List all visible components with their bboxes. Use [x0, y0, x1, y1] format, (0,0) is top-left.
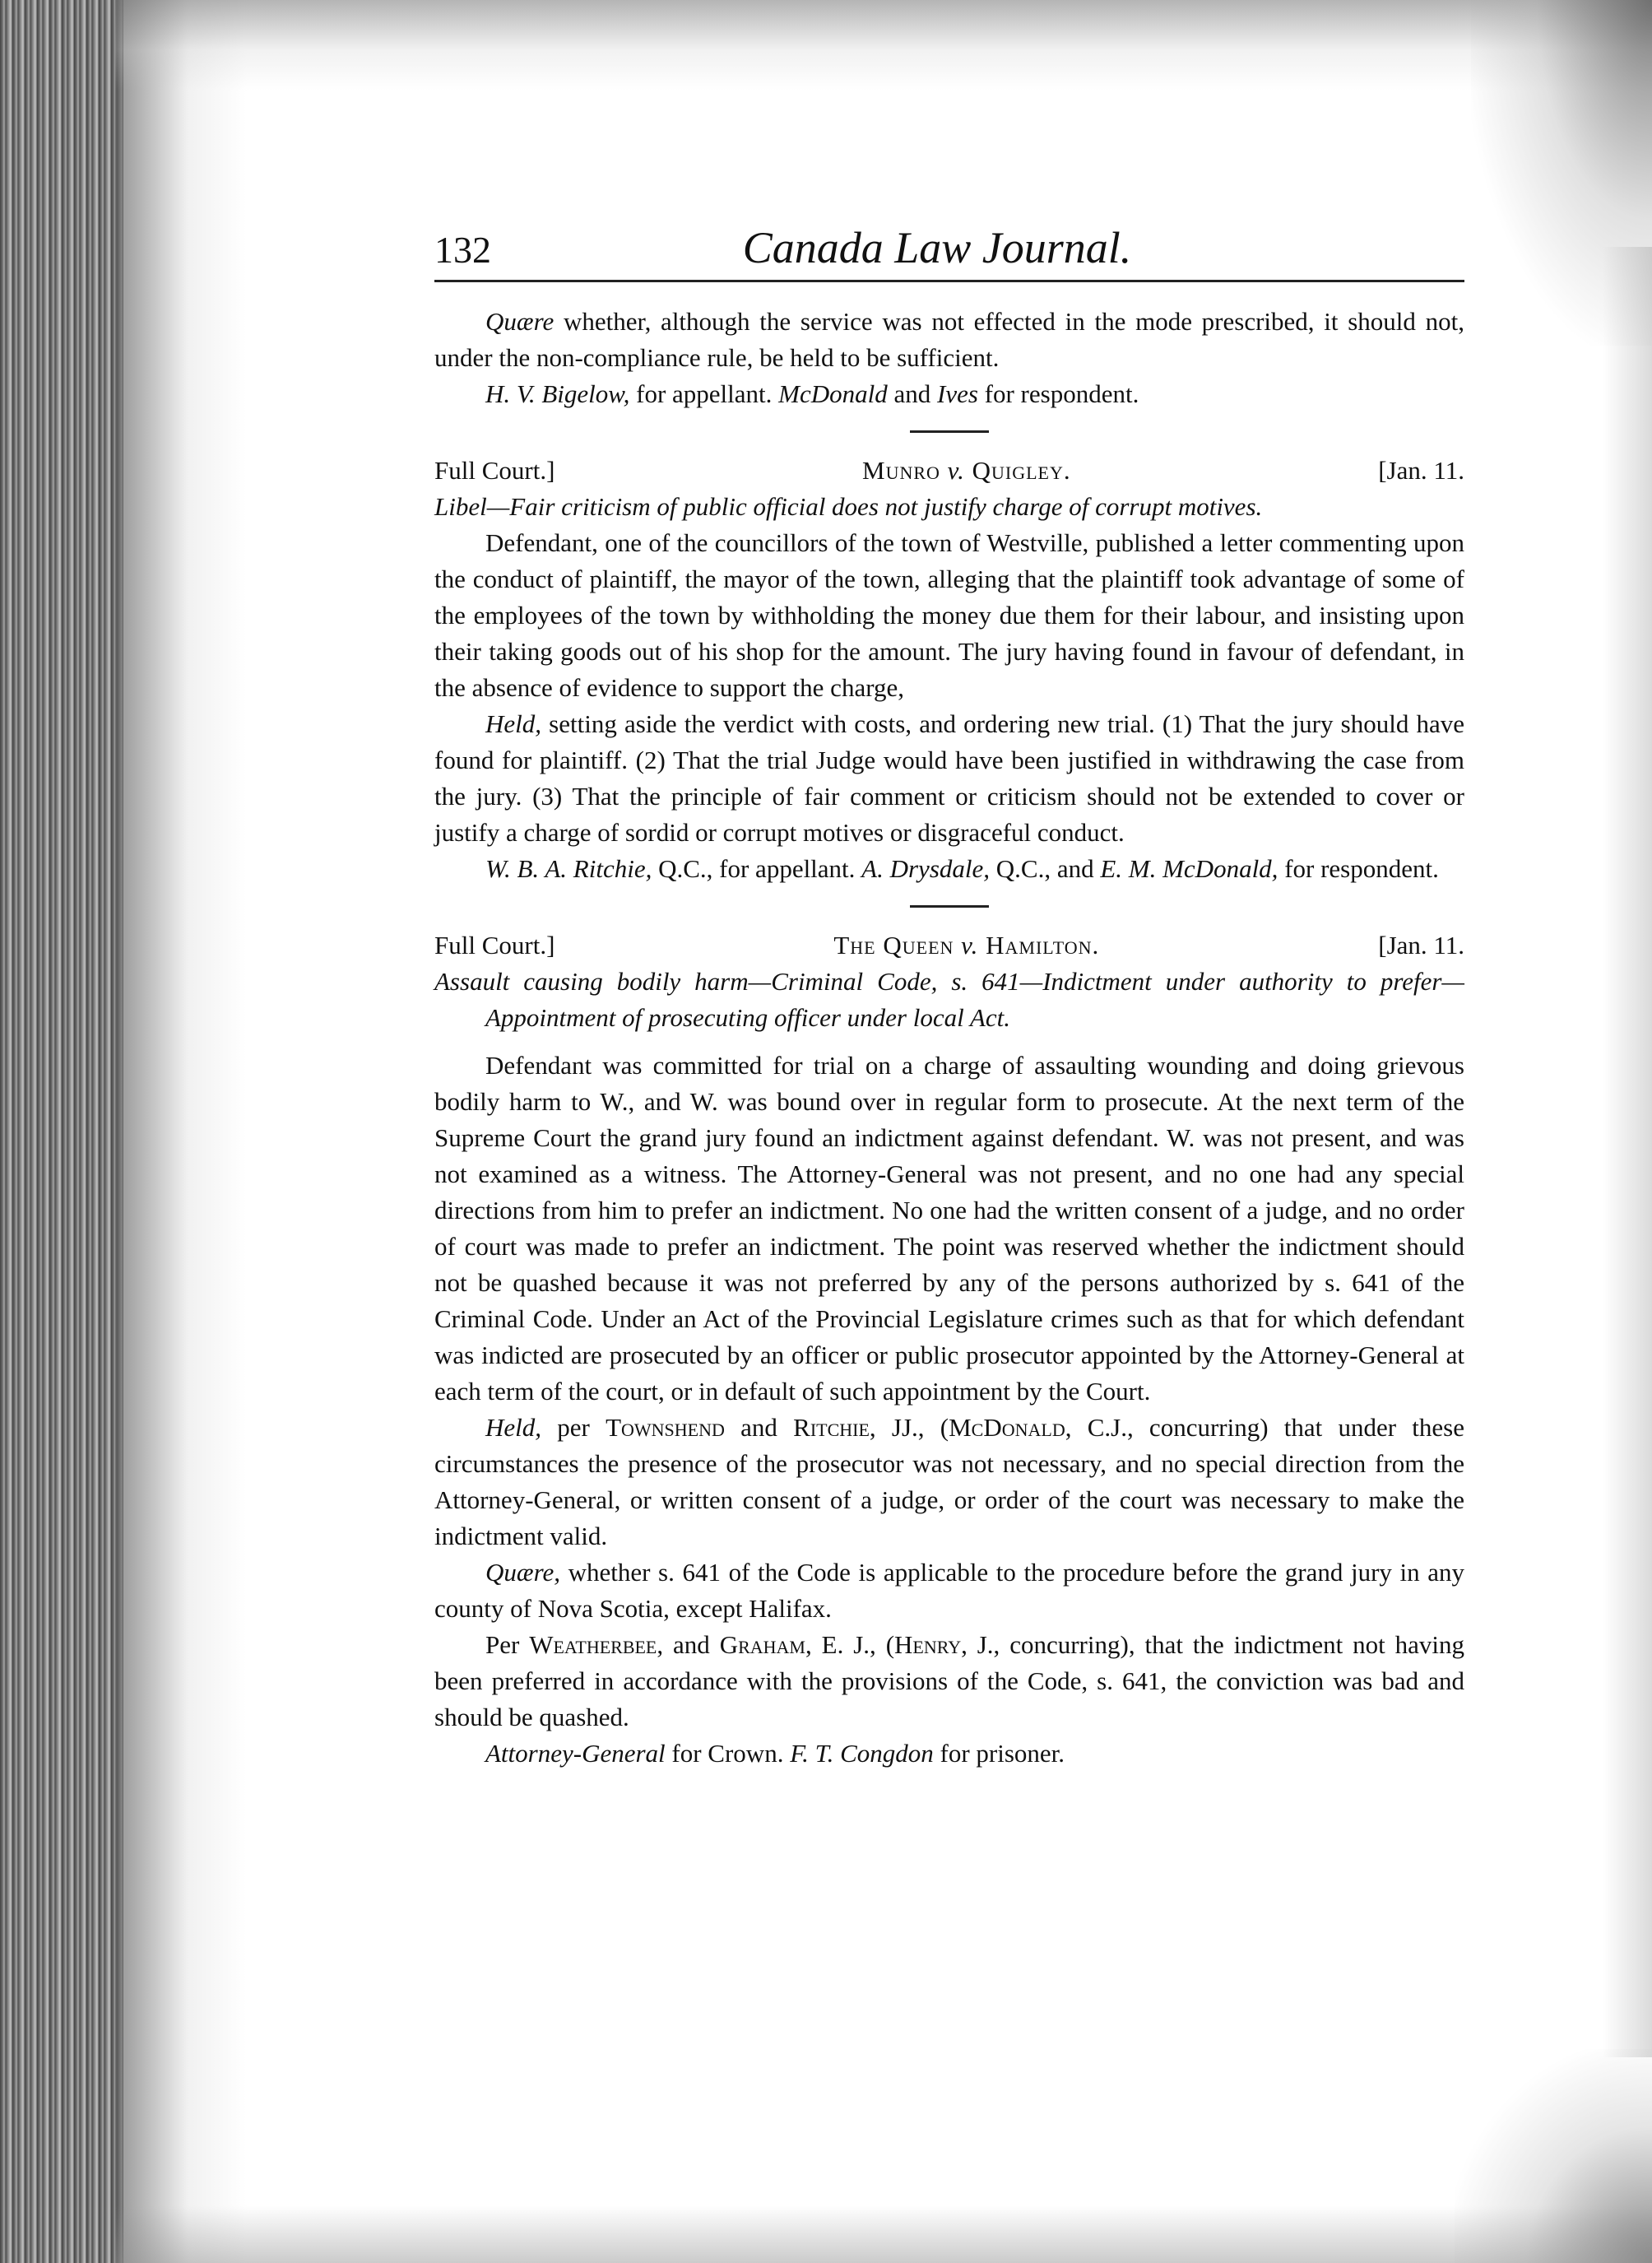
counsel-role: for prisoner. — [933, 1739, 1065, 1768]
versus: v. — [961, 931, 979, 960]
case-holding — [434, 1410, 1464, 1554]
intro-quaere-paragraph — [434, 304, 1464, 376]
counsel-role: for appellant. — [629, 379, 779, 408]
judge-name: Ritchie — [793, 1413, 870, 1442]
counsel-name: Ives — [937, 379, 978, 408]
counsel-name: W. B. A. Ritchie, — [485, 854, 652, 883]
counsel-role: Q.C., and — [990, 854, 1101, 883]
page-binding-shadow — [0, 0, 123, 2263]
judge-name: Henry — [894, 1630, 962, 1659]
page-number: 132 — [434, 229, 491, 271]
case-title — [862, 453, 1071, 489]
judge-name: McDonald — [949, 1413, 1065, 1442]
intro-counsel-line — [434, 376, 1464, 412]
bottom-page-edge — [115, 2205, 1652, 2263]
per-text: , E. J., ( — [805, 1630, 895, 1659]
document-page — [434, 222, 1464, 1772]
counsel-role: for respondent. — [1278, 854, 1439, 883]
case-counsel — [434, 851, 1464, 887]
binding-fade — [115, 0, 247, 2263]
per-text: , and — [657, 1630, 720, 1659]
counsel-name: Attorney-General — [485, 1739, 666, 1768]
journal-title: Canada Law Journal. — [742, 223, 1132, 272]
counsel-role: Q.C., for appellant. — [652, 854, 862, 883]
case-counsel — [434, 1736, 1464, 1772]
court-name: Full Court.] — [434, 931, 555, 960]
judge-name: Townshend — [606, 1413, 725, 1442]
court-name: Full Court.] — [434, 456, 555, 485]
section-divider — [910, 430, 989, 433]
held-text: , JJ., ( — [869, 1413, 949, 1442]
judge-name: Weatherbee — [529, 1630, 657, 1659]
case-headnote: Assault causing bodily harm—Criminal Code, s. 641—Indictment under authority to prefer—Appointment of prosecuting officer under local Act. — [434, 967, 1464, 1032]
party-defendant: Quigley. — [964, 456, 1071, 485]
judge-name: Graham — [719, 1630, 805, 1659]
top-page-edge — [115, 0, 1652, 91]
case-title — [833, 927, 1099, 964]
held-text: and — [724, 1413, 794, 1442]
case-dissent — [434, 1627, 1464, 1736]
counsel-name: H. V. Bigelow, — [485, 379, 630, 408]
case-date: [Jan. 11. — [1378, 931, 1464, 960]
case-heading-hamilton — [434, 927, 1464, 964]
right-page-edge — [1603, 247, 1652, 2057]
party-plaintiff: Munro — [862, 456, 948, 485]
counsel-name: McDonald — [778, 379, 888, 408]
held-text: , C.J., concurring) that under these circumstances the presence of the prosecutor was not necessary, and no special direction from the Attorney-General, or written consent of a judge, or order of the court was necessary to make the indictment valid. — [434, 1413, 1464, 1550]
held-text: per — [541, 1413, 606, 1442]
quaere-word: Quære — [485, 307, 555, 336]
spacer — [434, 1036, 1464, 1048]
counsel-name: F. T. Congdon — [790, 1739, 934, 1768]
case-facts: Defendant, one of the councillors of the town of Westville, published a letter commenting upon the conduct of plaintiff, the mayor of the town, alleging that the plaintiff took advantage of some of the employees of the town by withholding the money due them for their labour, and insisting upon their taking goods out of his shop for the amount. The jury having found in favour of defendant, in the absence of evidence to support the charge, — [434, 528, 1464, 702]
counsel-name: A. Drysdale, — [861, 854, 991, 883]
party-plaintiff: The Queen — [833, 931, 962, 960]
counsel-name: E. M. McDonald, — [1100, 854, 1278, 883]
section-divider — [910, 905, 989, 908]
per-word: Per — [485, 1630, 530, 1659]
quaere-word: Quære, — [485, 1558, 560, 1587]
case-holding — [434, 706, 1464, 851]
per-text: , J., concurring), that the indictment not having been preferred in accordance with the provisions of the Code, s. 641, the conviction was bad and should be quashed. — [434, 1630, 1465, 1731]
quaere-text: whether, although the service was not effected in the mode prescribed, it should not, under the non-compliance rule, be held to be sufficient. — [434, 307, 1464, 372]
party-defendant: Hamilton. — [978, 931, 1100, 960]
held-text: setting aside the verdict with costs, and ordering new trial. (1) That the jury should have found for plaintiff. (2) That the trial Judge would have been justified in withdrawing the case from the jury. (3) That the principle of fair comment or criticism should not be extended to cover or justify a charge of sordid or corrupt motives or disgraceful conduct. — [434, 709, 1464, 847]
counsel-role: for Crown. — [665, 1739, 791, 1768]
versus: v. — [947, 456, 965, 485]
held-word: Held, — [485, 709, 542, 738]
counsel-role: for respondent. — [977, 379, 1139, 408]
counsel-conjunction: and — [887, 379, 937, 408]
running-header — [434, 222, 1464, 282]
case-facts: Defendant was committed for trial on a charge of assaulting wounding and doing grievous bodily harm to W., and W. was bound over in regular form to prosecute. At the next term of the Supreme Court the grand jury found an indictment against defendant. W. was not present, and was not examined as a witness. The Attorney-General was not present, and no one had any special directions from him to prefer an indictment. No one had the written consent of a judge, and no order of court was made to prefer an indictment. The point was reserved whether the indictment should not be quashed because it was not preferred by any of the persons authorized by s. 641 of the Criminal Code. Under an Act of the Provincial Legislature crimes such as that for which defendant was indicted are prosecuted by an officer or public prosecutor appointed by the Attorney-General at each term of the court, or in default of such appointment by the Court. — [434, 1051, 1464, 1406]
quaere-text: whether s. 641 of the Code is applicable to the procedure before the grand jury in any county of Nova Scotia, except Halifax. — [434, 1558, 1464, 1623]
case-quaere — [434, 1554, 1464, 1627]
case-date: [Jan. 11. — [1378, 456, 1464, 485]
case-heading-munro — [434, 453, 1464, 489]
case-headnote: Libel—Fair criticism of public official does not justify charge of corrupt motives. — [434, 492, 1263, 521]
held-word: Held, — [485, 1413, 542, 1442]
